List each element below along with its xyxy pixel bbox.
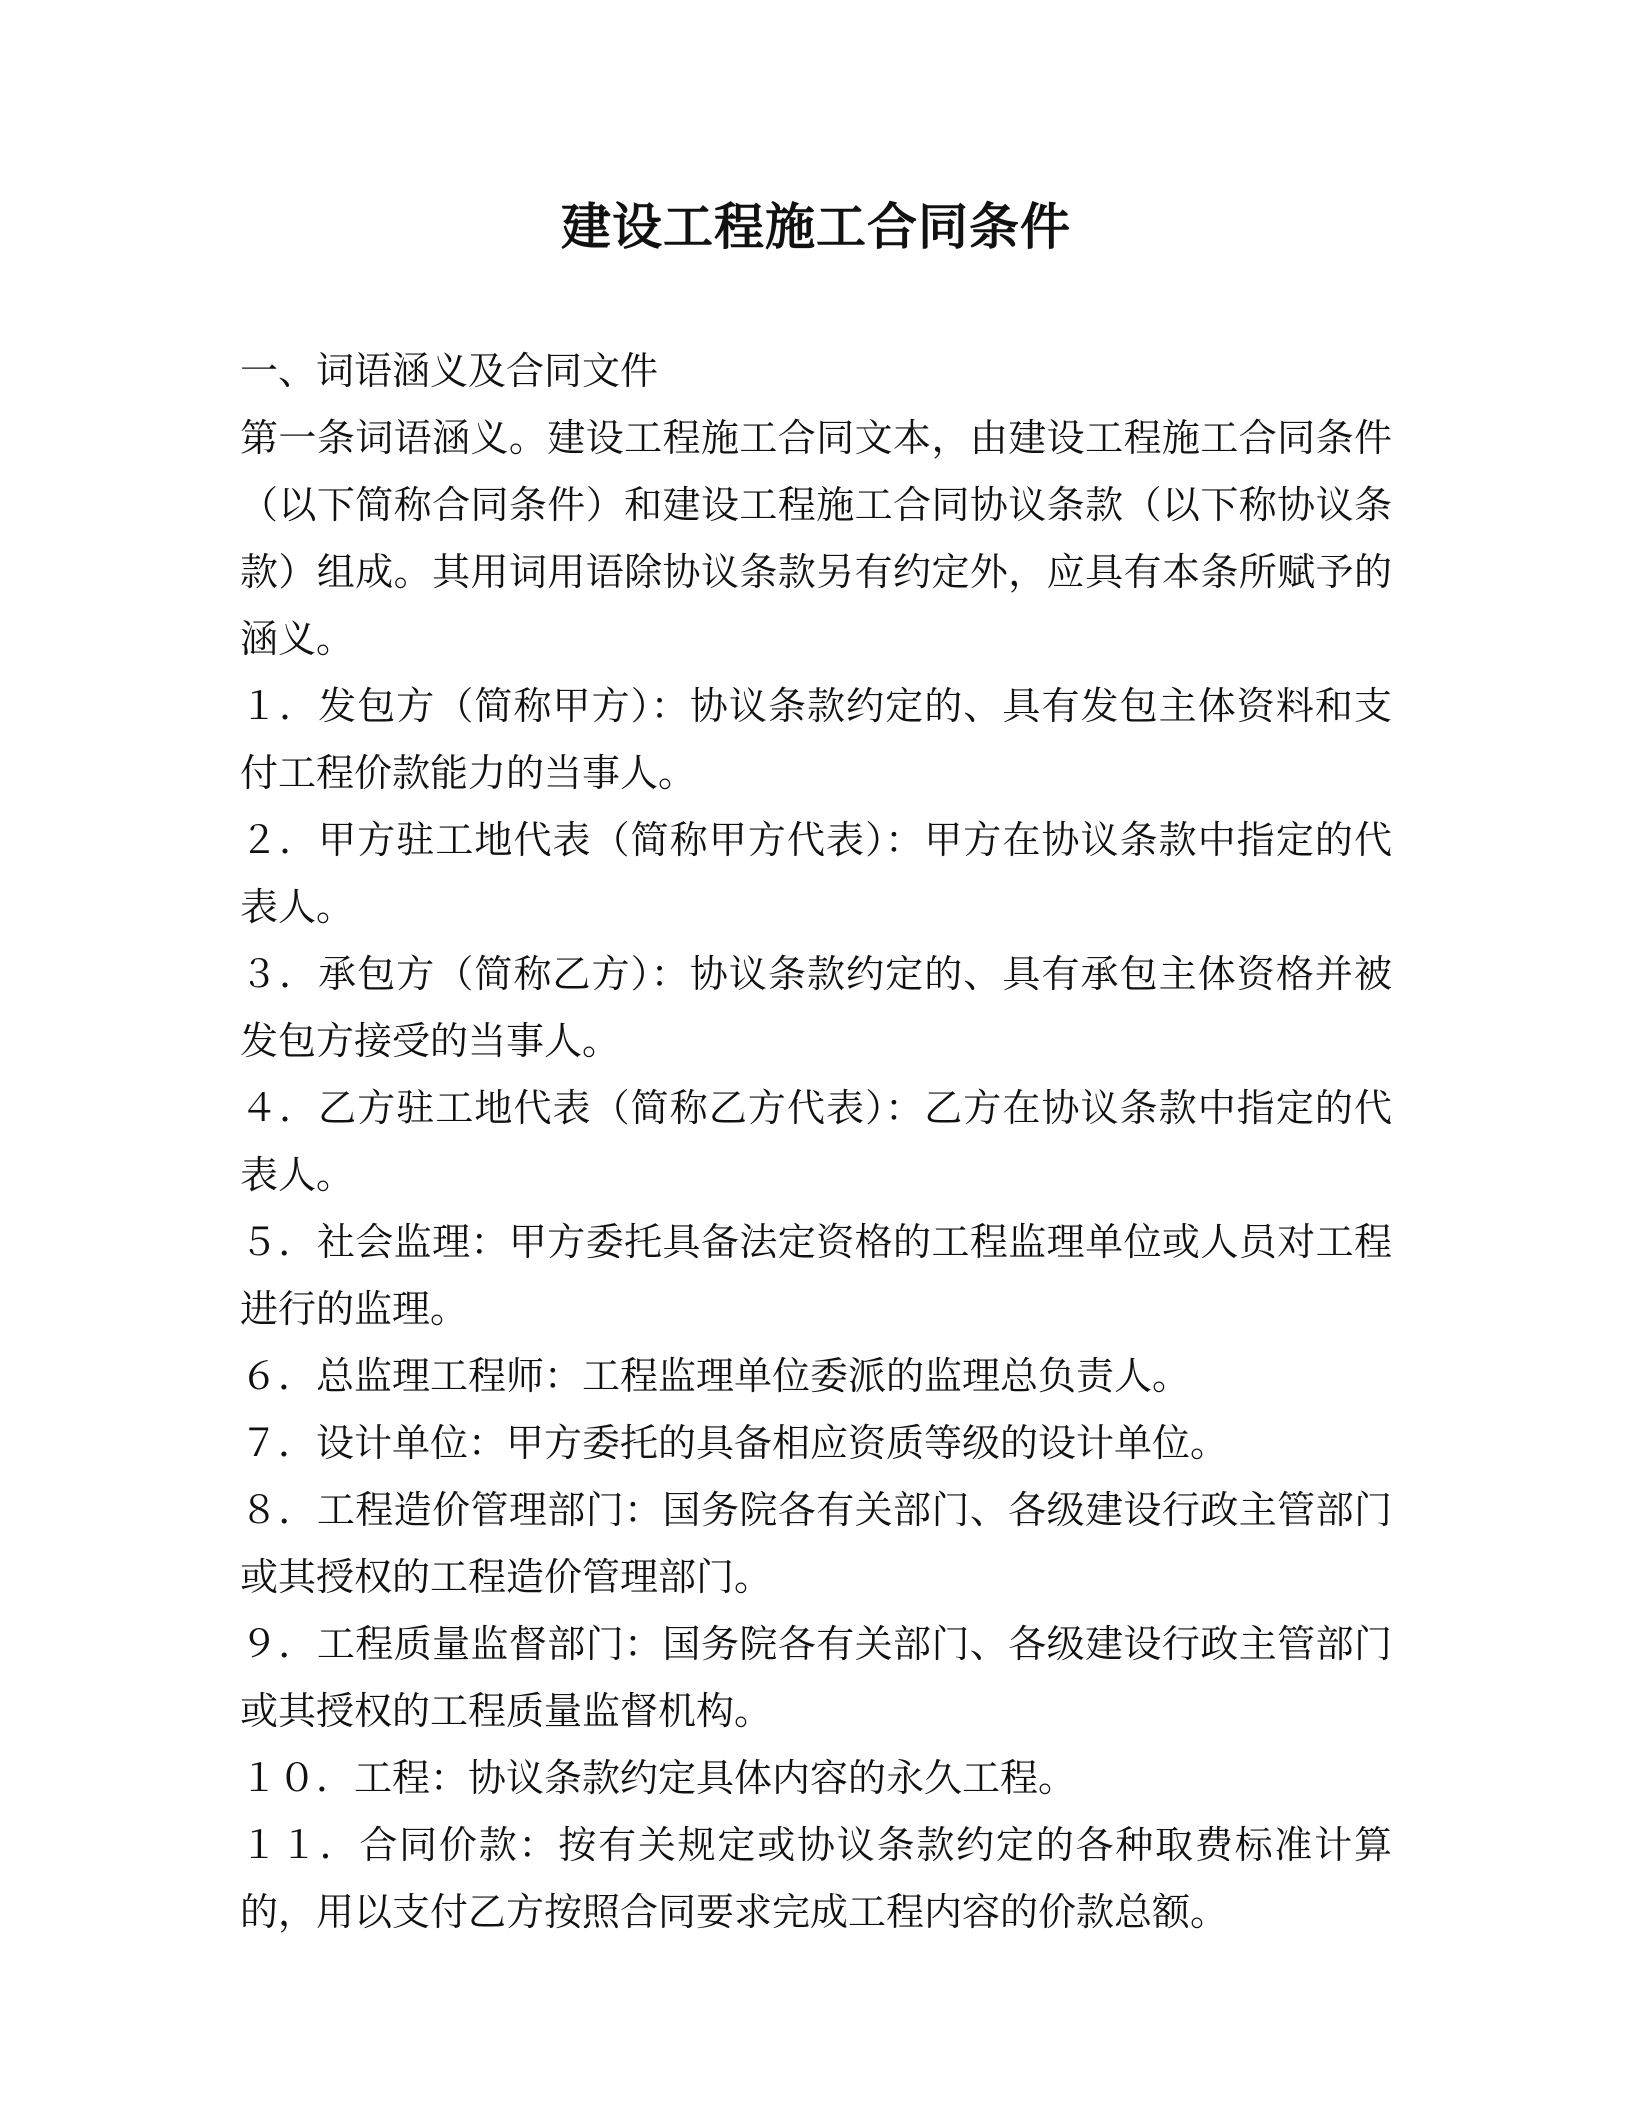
- paragraph-item-5: ５．社会监理：甲方委托具备法定资格的工程监理单位或人员对工程进行的监理。: [240, 1220, 1392, 1331]
- section-heading: 一、词语涵义及合同文件: [240, 349, 659, 393]
- paragraph-item-6: ６．总监理工程师：工程监理单位委派的监理总负责人。: [240, 1354, 1191, 1398]
- paragraph-item-7: ７．设计单位：甲方委托的具备相应资质等级的设计单位。: [240, 1421, 1229, 1465]
- paragraph-item-10: １０．工程：协议条款约定具体内容的永久工程。: [240, 1756, 1077, 1800]
- paragraph-item-1: １．发包方（简称甲方）：协议条款约定的、具有发包主体资料和支付工程价款能力的当事人。: [240, 684, 1392, 795]
- document-body: [240, 338, 1392, 1946]
- paragraph-item-3: ３．承包方（简称乙方）：协议条款约定的、具有承包主体资格并被发包方接受的当事人。: [240, 952, 1392, 1063]
- paragraph-item-11: １１．合同价款：按有关规定或协议条款约定的各种取费标准计算的，用以支付乙方按照合同要求完成工程内容的价款总额。: [240, 1823, 1392, 1934]
- document-title: 建设工程施工合同条件: [561, 198, 1071, 256]
- paragraph-item-8: ８．工程造价管理部门：国务院各有关部门、各级建设行政主管部门或其授权的工程造价管理部门。: [240, 1488, 1392, 1599]
- paragraph-item-2: ２．甲方驻工地代表（简称甲方代表）：甲方在协议条款中指定的代表人。: [240, 818, 1392, 929]
- paragraph-item-9: ９．工程质量监督部门：国务院各有关部门、各级建设行政主管部门或其授权的工程质量监督机构。: [240, 1622, 1392, 1733]
- paragraph-article-1: 第一条词语涵义。建设工程施工合同文本，由建设工程施工合同条件（以下简称合同条件）和建设工程施工合同协议条款（以下称协议条款）组成。其用词用语除协议条款另有约定外，应具有本条所赋予的涵义。: [240, 416, 1392, 661]
- paragraph-item-4: ４．乙方驻工地代表（简称乙方代表）：乙方在协议条款中指定的代表人。: [240, 1086, 1392, 1197]
